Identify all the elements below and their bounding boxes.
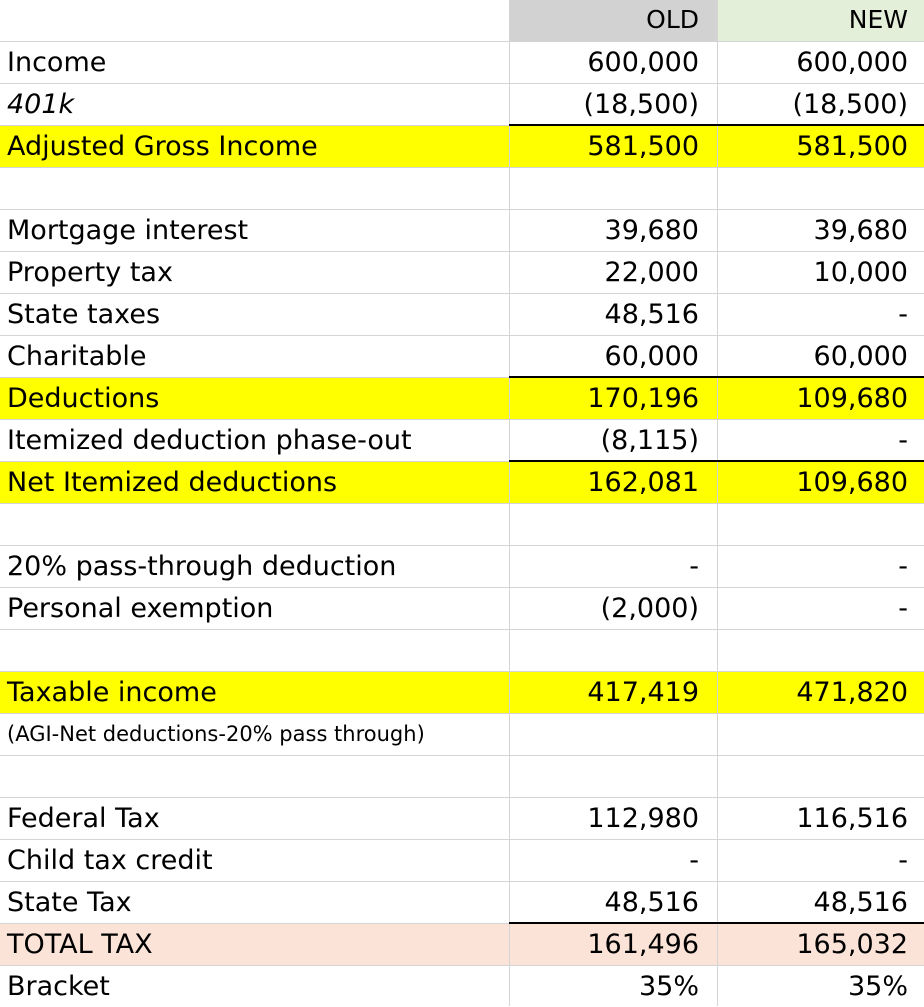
row-label[interactable] <box>7 756 502 797</box>
old-value[interactable]: 581,500 <box>587 131 699 162</box>
row-federal-tax <box>0 797 924 839</box>
old-value[interactable]: 112,980 <box>587 803 699 834</box>
column-gridline <box>717 0 718 1006</box>
old-value[interactable] <box>509 504 717 545</box>
row-itemized-phase-out <box>0 419 924 461</box>
old-value[interactable]: 48,516 <box>604 887 699 918</box>
subtotal-underline <box>717 922 924 924</box>
old-value[interactable]: - <box>689 551 699 582</box>
row-label[interactable]: Personal exemption <box>7 593 274 624</box>
old-value[interactable]: 60,000 <box>604 341 699 372</box>
row-property-tax <box>0 251 924 293</box>
new-value[interactable] <box>717 756 924 797</box>
row-income <box>0 41 924 83</box>
old-value[interactable] <box>509 714 717 755</box>
row-child-tax-credit <box>0 839 924 881</box>
row-blank <box>0 503 924 545</box>
row-blank <box>0 755 924 797</box>
new-value[interactable]: (18,500) <box>792 89 908 120</box>
header-row <box>0 0 924 41</box>
row-state-taxes <box>0 293 924 335</box>
new-value[interactable]: 109,680 <box>796 467 908 498</box>
new-value[interactable]: 39,680 <box>813 215 908 246</box>
row-adjusted-gross-income <box>0 125 924 167</box>
new-value[interactable]: 165,032 <box>796 929 908 960</box>
row-label[interactable] <box>7 504 502 545</box>
new-value[interactable]: 48,516 <box>813 887 908 918</box>
new-value[interactable]: 471,820 <box>796 677 908 708</box>
old-value[interactable] <box>509 630 717 671</box>
row-label[interactable]: Taxable income <box>7 677 217 708</box>
row-label[interactable]: (AGI-Net deductions-20% pass through) <box>7 722 425 746</box>
subtotal-underline <box>509 124 717 126</box>
row-label[interactable]: Adjusted Gross Income <box>7 131 318 162</box>
new-value[interactable]: 581,500 <box>796 131 908 162</box>
row-label[interactable]: 401k <box>7 89 75 120</box>
column-gridline <box>509 0 510 1006</box>
old-value[interactable]: 170,196 <box>587 383 699 414</box>
row-taxable-income-note <box>0 713 924 755</box>
new-value[interactable] <box>717 504 924 545</box>
old-value[interactable]: (18,500) <box>583 89 699 120</box>
row-personal-exemption <box>0 587 924 629</box>
row-net-itemized-deductions <box>0 461 924 503</box>
new-value[interactable]: - <box>898 551 908 582</box>
row-label[interactable]: Bracket <box>7 971 110 1002</box>
row-label[interactable]: State taxes <box>7 299 161 330</box>
new-value[interactable]: 600,000 <box>796 47 908 78</box>
row-pass-through-deduction <box>0 545 924 587</box>
subtotal-underline <box>717 124 924 126</box>
subtotal-underline <box>717 460 924 462</box>
old-value[interactable]: 22,000 <box>604 257 699 288</box>
old-value[interactable]: (8,115) <box>600 425 699 456</box>
subtotal-underline <box>509 460 717 462</box>
new-value[interactable]: - <box>898 425 908 456</box>
row-bracket <box>0 965 924 1007</box>
subtotal-underline <box>509 922 717 924</box>
old-value[interactable] <box>509 168 717 209</box>
row-401k <box>0 83 924 125</box>
row-mortgage-interest <box>0 209 924 251</box>
new-value[interactable]: - <box>898 299 908 330</box>
new-column-header[interactable]: NEW <box>717 0 924 41</box>
new-value[interactable]: - <box>898 593 908 624</box>
old-value[interactable]: - <box>689 845 699 876</box>
old-value[interactable]: 35% <box>638 971 699 1002</box>
row-label[interactable]: Net Itemized deductions <box>7 467 338 498</box>
old-value[interactable] <box>509 756 717 797</box>
new-value[interactable] <box>717 168 924 209</box>
new-value[interactable]: 10,000 <box>813 257 908 288</box>
subtotal-underline <box>717 376 924 378</box>
row-label[interactable]: Deductions <box>7 383 160 414</box>
row-label[interactable]: Mortgage interest <box>7 215 249 246</box>
row-label[interactable]: 20% pass-through deduction <box>7 551 397 582</box>
old-value[interactable]: 417,419 <box>587 677 699 708</box>
old-value[interactable]: 161,496 <box>587 929 699 960</box>
new-value[interactable]: 116,516 <box>796 803 908 834</box>
new-value[interactable]: 60,000 <box>813 341 908 372</box>
old-value[interactable]: 162,081 <box>587 467 699 498</box>
row-label[interactable]: Child tax credit <box>7 845 213 876</box>
old-value[interactable]: (2,000) <box>600 593 699 624</box>
row-label[interactable]: Property tax <box>7 257 173 288</box>
row-label[interactable]: Income <box>7 47 107 78</box>
row-blank <box>0 629 924 671</box>
new-value[interactable]: 35% <box>847 971 908 1002</box>
row-deductions <box>0 377 924 419</box>
old-value[interactable]: 600,000 <box>587 47 699 78</box>
row-label[interactable]: Charitable <box>7 341 147 372</box>
old-value[interactable]: 39,680 <box>604 215 699 246</box>
new-value[interactable]: 109,680 <box>796 383 908 414</box>
row-label[interactable]: Federal Tax <box>7 803 160 834</box>
row-taxable-income <box>0 671 924 713</box>
row-blank <box>0 167 924 209</box>
row-state-tax <box>0 881 924 923</box>
row-label[interactable] <box>7 630 502 671</box>
new-value[interactable]: - <box>898 845 908 876</box>
row-label[interactable]: TOTAL TAX <box>7 929 153 960</box>
new-value[interactable] <box>717 630 924 671</box>
row-label[interactable] <box>7 168 502 209</box>
subtotal-underline <box>509 376 717 378</box>
row-total-tax <box>0 923 924 965</box>
old-value[interactable]: 48,516 <box>604 299 699 330</box>
row-label[interactable]: State Tax <box>7 887 132 918</box>
new-value[interactable] <box>717 714 924 755</box>
old-column-header[interactable]: OLD <box>509 0 717 41</box>
row-charitable <box>0 335 924 377</box>
row-label[interactable]: Itemized deduction phase-out <box>7 425 412 456</box>
